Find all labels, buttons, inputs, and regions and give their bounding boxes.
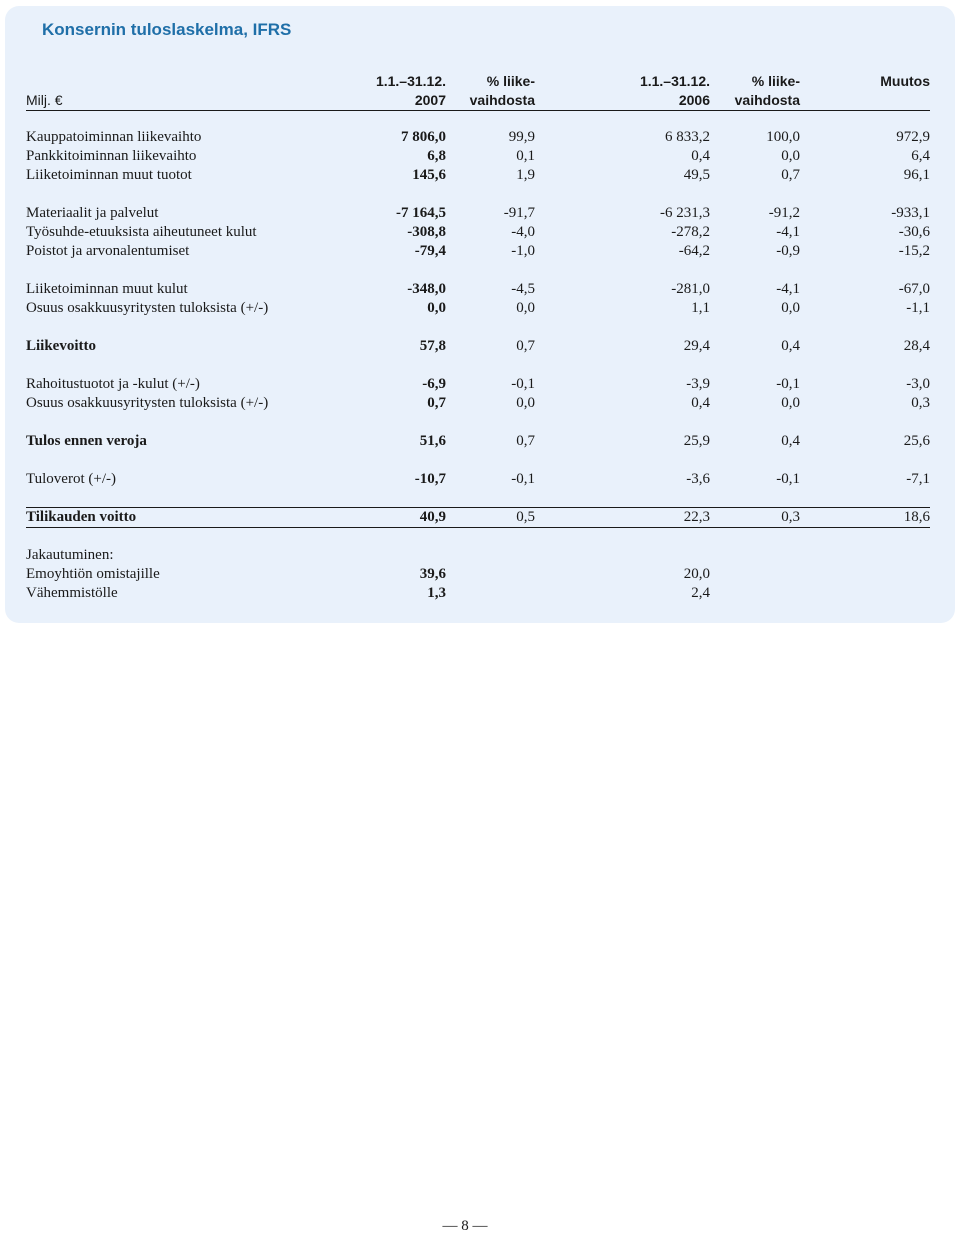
- change-value: 25,6: [903, 433, 930, 449]
- pct-2006: -0,9: [776, 243, 800, 259]
- table-row: [26, 166, 930, 185]
- pct-2007: 0,0: [516, 300, 535, 316]
- col-2007-header-line1: 1.1.–31.12.: [375, 73, 446, 89]
- col-2007-pct-header-line1: % liike-: [486, 73, 535, 89]
- page-number: — 8 —: [442, 1218, 488, 1234]
- col-2006-header-line1: 1.1.–31.12.: [639, 73, 710, 89]
- pct-2007: 99,9: [508, 129, 535, 145]
- profit-before-taxes-row: [26, 432, 930, 451]
- row-label: Tilikauden voitto: [26, 509, 137, 525]
- value-2006: 29,4: [683, 338, 710, 354]
- pct-2006: 0,7: [781, 167, 800, 183]
- row-label: Pankkitoiminnan liikevaihto: [26, 148, 197, 164]
- table-row: [26, 375, 930, 394]
- table-row: [26, 394, 930, 413]
- col-change-header: Muutos: [880, 73, 930, 89]
- row-label: Vähemmistölle: [26, 585, 118, 601]
- change-value: -933,1: [891, 205, 930, 221]
- pct-2006: 0,3: [781, 509, 800, 525]
- pct-2006: 0,4: [781, 433, 800, 449]
- value-2007: -7 164,5: [396, 205, 446, 221]
- pct-2006: 0,0: [781, 300, 800, 316]
- total-bottom-rule: [26, 527, 930, 528]
- value-2006: 20,0: [683, 566, 710, 582]
- row-label: Tuloverot (+/-): [26, 471, 116, 487]
- table-row: [26, 223, 930, 242]
- change-value: -3,0: [906, 376, 930, 392]
- row-label: Rahoitustuotot ja -kulut (+/-): [26, 376, 200, 392]
- value-2007: -6,9: [422, 376, 446, 392]
- pct-2006: -0,1: [776, 376, 800, 392]
- value-2006: 22,3: [683, 509, 710, 525]
- pct-2006: -91,2: [768, 205, 800, 221]
- change-value: 96,1: [903, 167, 930, 183]
- row-label: Osuus osakkuusyritysten tuloksista (+/-): [26, 300, 269, 316]
- change-value: -67,0: [898, 281, 930, 297]
- row-label: Osuus osakkuusyritysten tuloksista (+/-): [26, 395, 269, 411]
- col-2007-header-year: 2007: [414, 92, 446, 108]
- change-value: 0,3: [911, 395, 930, 411]
- row-label: Liiketoiminnan muut tuotot: [26, 167, 192, 183]
- pct-2007: -4,5: [511, 281, 535, 297]
- pct-2006: -0,1: [776, 471, 800, 487]
- pct-2006: 0,0: [781, 148, 800, 164]
- value-2006: 1,1: [691, 300, 710, 316]
- pct-2007: 0,7: [516, 338, 535, 354]
- value-2007: 40,9: [419, 509, 446, 525]
- value-2007: -348,0: [407, 281, 446, 297]
- value-2006: 25,9: [683, 433, 710, 449]
- change-value: 6,4: [911, 148, 930, 164]
- pct-2007: 0,7: [516, 433, 535, 449]
- table-row: [26, 204, 930, 223]
- value-2006: -278,2: [671, 224, 710, 240]
- net-profit-row: [26, 508, 930, 527]
- row-label: Materiaalit ja palvelut: [26, 205, 159, 221]
- value-2006: 6 833,2: [665, 129, 710, 145]
- row-label: Liikevoitto: [26, 338, 96, 354]
- value-2007: 51,6: [419, 433, 446, 449]
- value-2007: -79,4: [414, 243, 446, 259]
- change-value: -1,1: [906, 300, 930, 316]
- page-title: Konsernin tuloslaskelma, IFRS: [42, 20, 292, 39]
- header-rule: [26, 110, 930, 111]
- value-2007: 1,3: [427, 585, 446, 601]
- row-label: Poistot ja arvonalentumiset: [26, 243, 190, 259]
- col-2007-pct-header-line2: vaihdosta: [469, 92, 535, 108]
- change-value: 18,6: [903, 509, 930, 525]
- col-2006-pct-header-line2: vaihdosta: [734, 92, 800, 108]
- distribution-heading-row: [26, 546, 930, 565]
- value-2006: 49,5: [683, 167, 710, 183]
- row-label: Emoyhtiön omistajille: [26, 566, 160, 582]
- change-value: 28,4: [903, 338, 930, 354]
- pct-2006: 100,0: [766, 129, 800, 145]
- value-2007: 39,6: [419, 566, 446, 582]
- pct-2007: -1,0: [511, 243, 535, 259]
- row-label: Kauppatoiminnan liikevaihto: [26, 129, 202, 145]
- value-2006: -64,2: [678, 243, 710, 259]
- col-2006-header-year: 2006: [678, 92, 710, 108]
- pct-2006: -4,1: [776, 224, 800, 240]
- row-label: Jakautuminen:: [26, 547, 114, 563]
- pct-2007: -4,0: [511, 224, 535, 240]
- col-2006-pct-header-line1: % liike-: [751, 73, 800, 89]
- unit-label: Milj. €: [26, 92, 63, 108]
- pct-2007: 1,9: [516, 167, 535, 183]
- table-row: [26, 470, 930, 489]
- value-2006: 0,4: [691, 395, 710, 411]
- value-2007: 0,7: [427, 395, 446, 411]
- change-value: 972,9: [896, 129, 930, 145]
- table-row: [26, 242, 930, 261]
- pct-2007: 0,5: [516, 509, 535, 525]
- value-2007: 57,8: [419, 338, 446, 354]
- value-2007: -10,7: [414, 471, 446, 487]
- pct-2007: -91,7: [503, 205, 535, 221]
- value-2006: -3,9: [686, 376, 710, 392]
- value-2006: -3,6: [686, 471, 710, 487]
- pct-2007: -0,1: [511, 376, 535, 392]
- pct-2006: 0,0: [781, 395, 800, 411]
- value-2006: -6 231,3: [660, 205, 710, 221]
- table-row: [26, 280, 930, 299]
- row-label: Tulos ennen veroja: [26, 433, 147, 449]
- value-2007: 0,0: [427, 300, 446, 316]
- table-row: [26, 584, 930, 603]
- value-2006: 2,4: [691, 585, 710, 601]
- table-row: [26, 565, 930, 584]
- value-2007: 145,6: [412, 167, 446, 183]
- pct-2007: 0,1: [516, 148, 535, 164]
- pct-2006: 0,4: [781, 338, 800, 354]
- table-row: [26, 128, 930, 147]
- change-value: -15,2: [898, 243, 930, 259]
- pct-2007: -0,1: [511, 471, 535, 487]
- value-2007: 6,8: [427, 148, 446, 164]
- pct-2006: -4,1: [776, 281, 800, 297]
- pct-2007: 0,0: [516, 395, 535, 411]
- value-2006: -281,0: [671, 281, 710, 297]
- value-2007: 7 806,0: [401, 129, 446, 145]
- change-value: -7,1: [906, 471, 930, 487]
- operating-profit-row: [26, 337, 930, 356]
- value-2006: 0,4: [691, 148, 710, 164]
- row-label: Liiketoiminnan muut kulut: [26, 281, 188, 297]
- change-value: -30,6: [898, 224, 930, 240]
- table-row: [26, 147, 930, 166]
- table-row: [26, 299, 930, 318]
- row-label: Työsuhde-etuuksista aiheutuneet kulut: [26, 224, 257, 240]
- value-2007: -308,8: [407, 224, 446, 240]
